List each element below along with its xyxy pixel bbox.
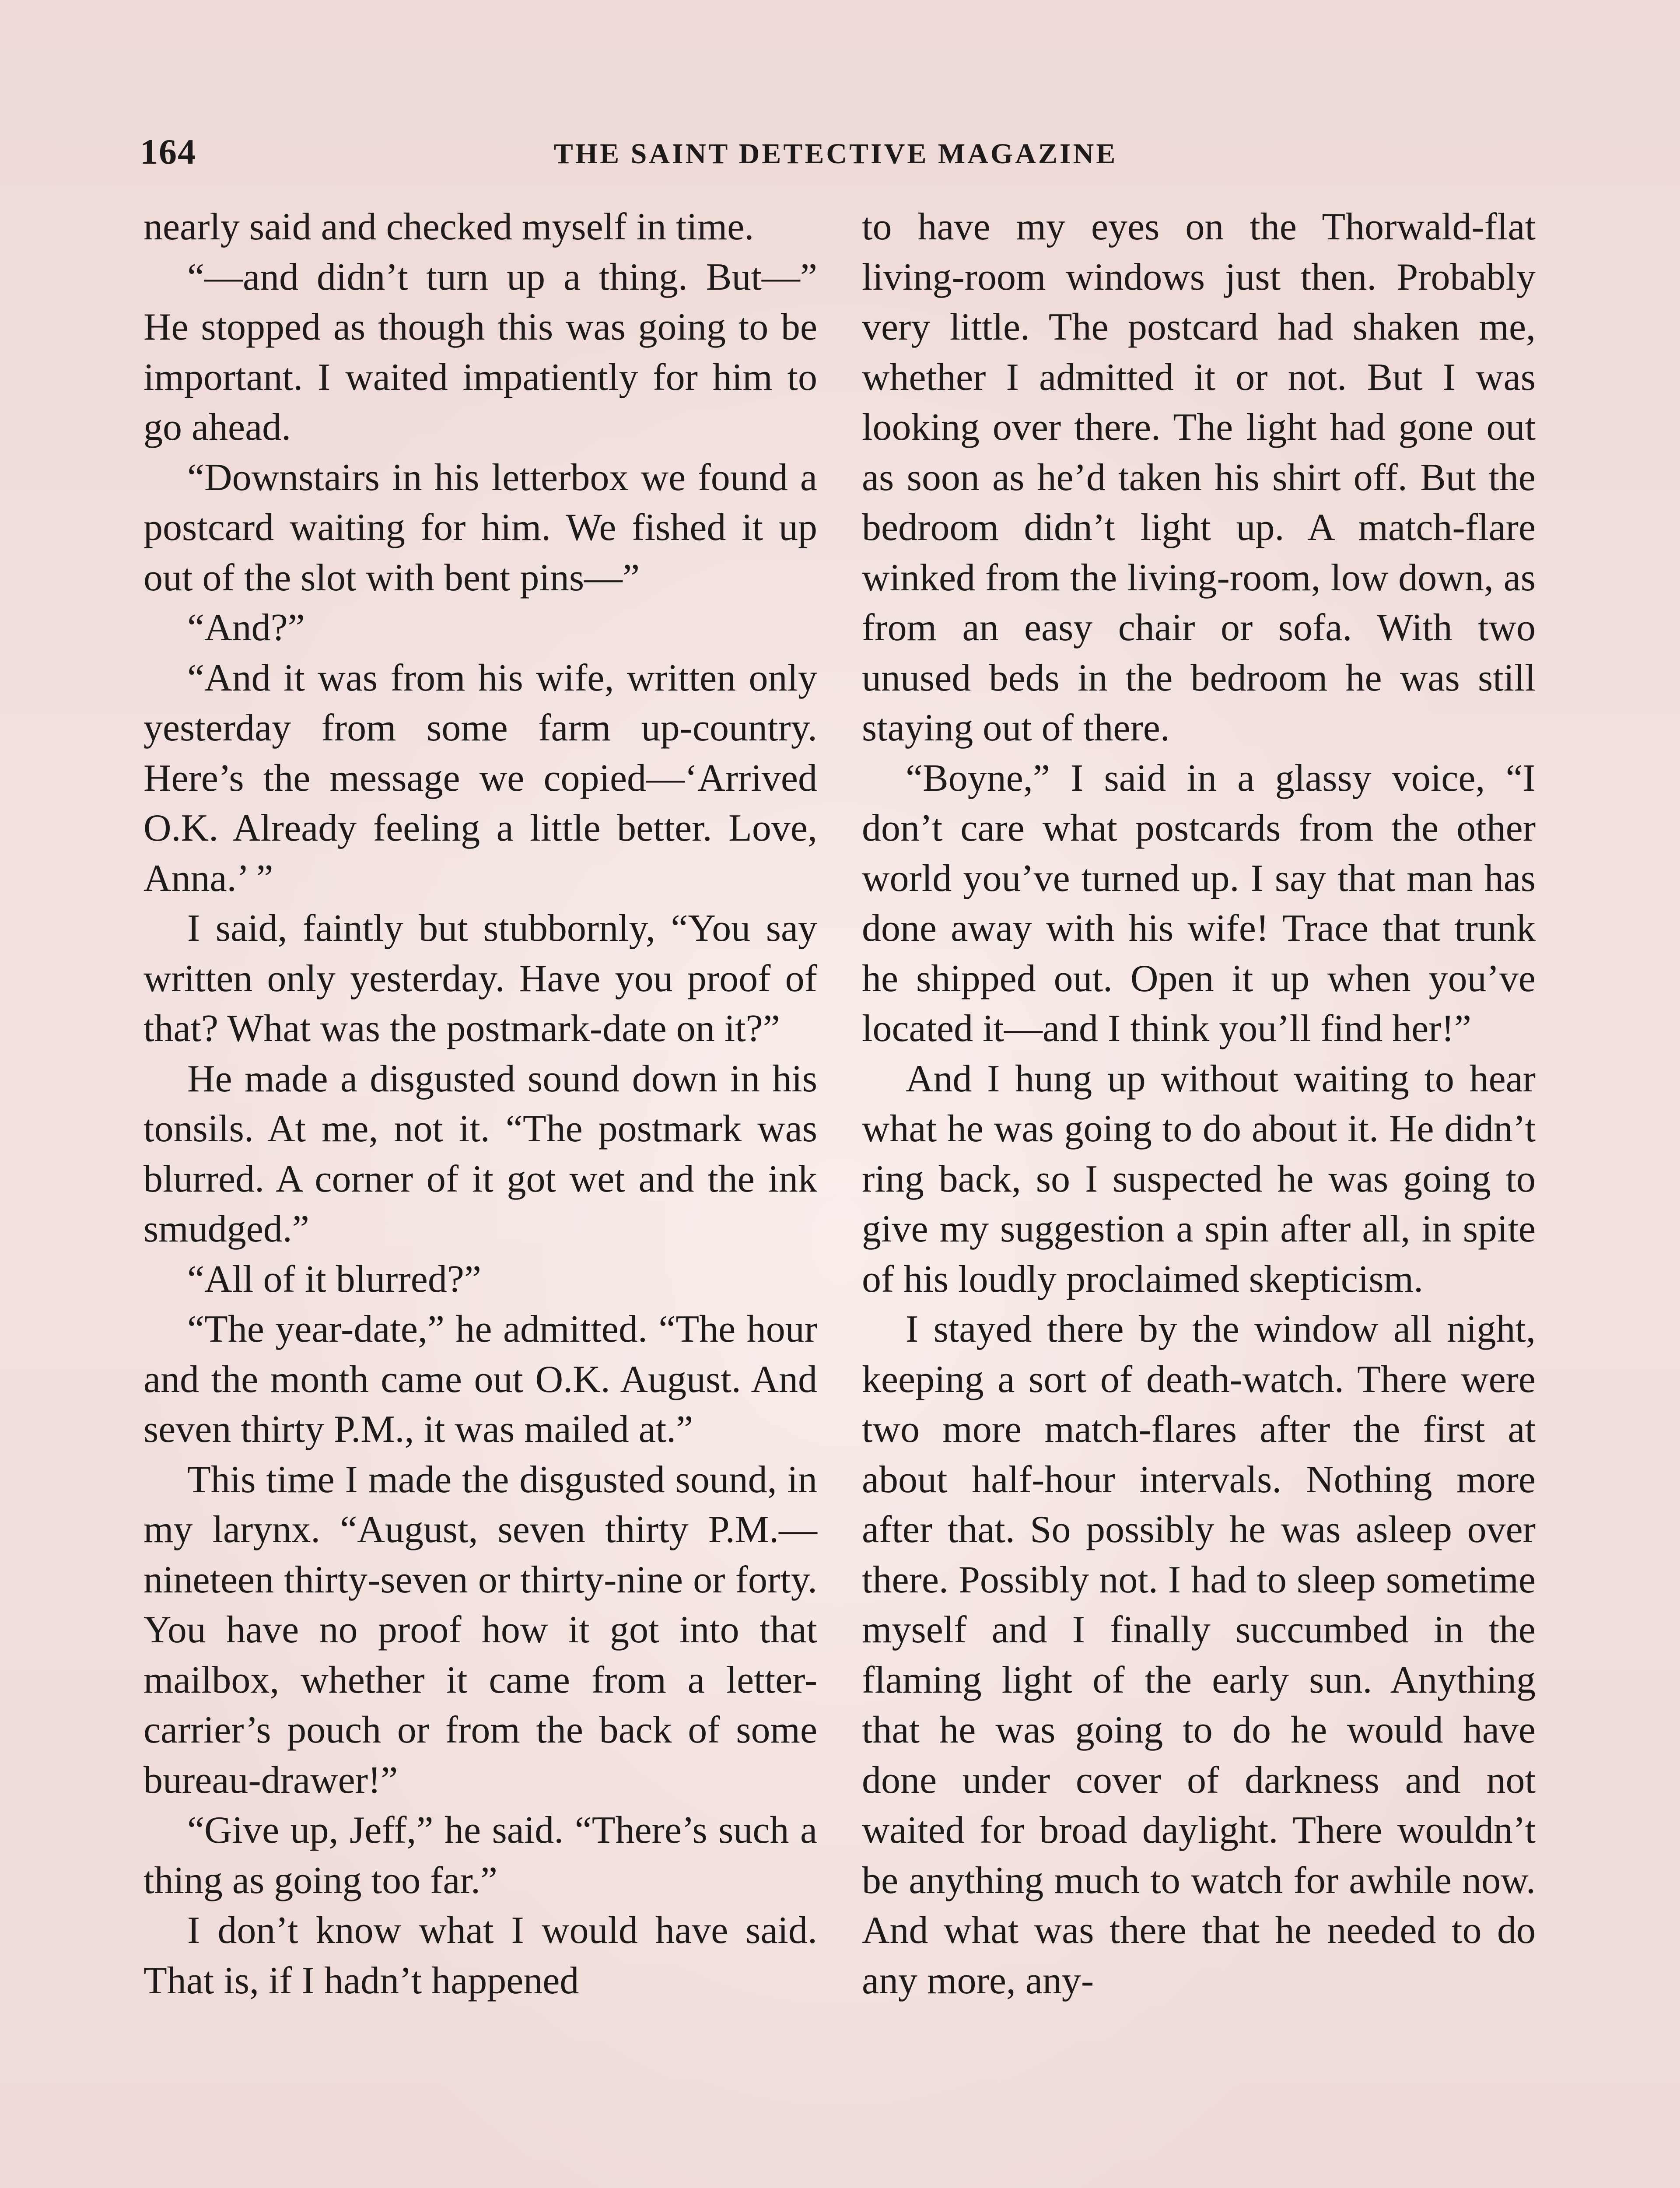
paragraph: “And it was from his wife, written only yesterday from some farm up-country. Here’s the message we copied—‘Arrived O.K. Already feeling a little better. Love, Anna.’ ”	[144, 656, 817, 900]
left-column	[144, 202, 817, 2006]
paragraph: He made a disgusted sound down in his tonsils. At me, not it. “The postmark was blurred. A corner of it got wet and the ink smudged.”	[144, 1057, 817, 1250]
paragraph: “Give up, Jeff,” he said. “There’s such a thing as going too far.”	[144, 1809, 817, 1902]
paragraph: I don’t know what I would have said. That is, if I hadn’t happened	[144, 1909, 817, 2002]
paragraph: “And?”	[187, 607, 305, 649]
paragraph: “—and didn’t turn up a thing. But—” He stopped as though this was going to be important. I waited impatiently for him to go ahead.	[144, 256, 817, 449]
paragraph: “Boyne,” I said in a glassy voice, “I don’t care what postcards from the other world you’ve turned up. I say that man has done away with his wife! Trace that trunk he shipped out. Open it up when you’ve located it—and I think you’ll find her!”	[862, 757, 1536, 1050]
paragraph: to have my eyes on the Thorwald-flat living-room windows just then. Probably very little. The postcard had shaken me, whether I admitted it or not. But I was looking over there. The light had gone out as soon as he’d taken his shirt off. But the bedroom didn’t light up. A match-flare winked from the living-room, low down, as from an easy chair or sofa. With two unused beds in the bedroom he was still staying out of there.	[862, 206, 1536, 749]
right-column	[862, 202, 1536, 2006]
paragraph: I said, faintly but stubbornly, “You say written only yesterday. Have you proof of that? What was the postmark-date on it?”	[144, 907, 817, 1050]
paragraph: “All of it blurred?”	[187, 1258, 481, 1301]
page-number: 164	[140, 132, 196, 172]
paragraph: I stayed there by the window all night, keeping a sort of death-watch. There were two more match-flares after the first at about half-hour intervals. Nothing more after that. So possibly he was asleep over there. Possibly not. I had to sleep sometime myself and I finally succumbed in the flaming light of the early sun. Anything that he was going to do he would have done under cover of darkness and not waited for broad daylight. There wouldn’t be anything much to watch for awhile now. And what was there that he needed to do any more, any-	[862, 1308, 1536, 2002]
paragraph: “Downstairs in his letterbox we found a postcard waiting for him. We fished it up out of the slot with bent pins—”	[144, 456, 817, 599]
paragraph: And I hung up without waiting to hear what he was going to do about it. He didn’t ring back, so I suspected he was going to give my suggestion a spin after all, in spite of his loudly proclaimed skepticism.	[862, 1057, 1536, 1301]
paragraph: nearly said and checked myself in time.	[144, 206, 754, 248]
paragraph: This time I made the disgusted sound, in my larynx. “August, seven thirty P.M.—nineteen thirty-seven or thirty-nine or forty. You have no proof how it got into that mailbox, whether it came from a letter-carrier’s pouch or from the back of some bureau-drawer!”	[144, 1458, 817, 1802]
paragraph: “The year-date,” he admitted. “The hour and the month came out O.K. August. And seven thirty P.M., it was mailed at.”	[144, 1308, 817, 1451]
page-header	[140, 131, 1531, 179]
running-head: THE SAINT DETECTIVE MAGAZINE	[553, 138, 1118, 170]
